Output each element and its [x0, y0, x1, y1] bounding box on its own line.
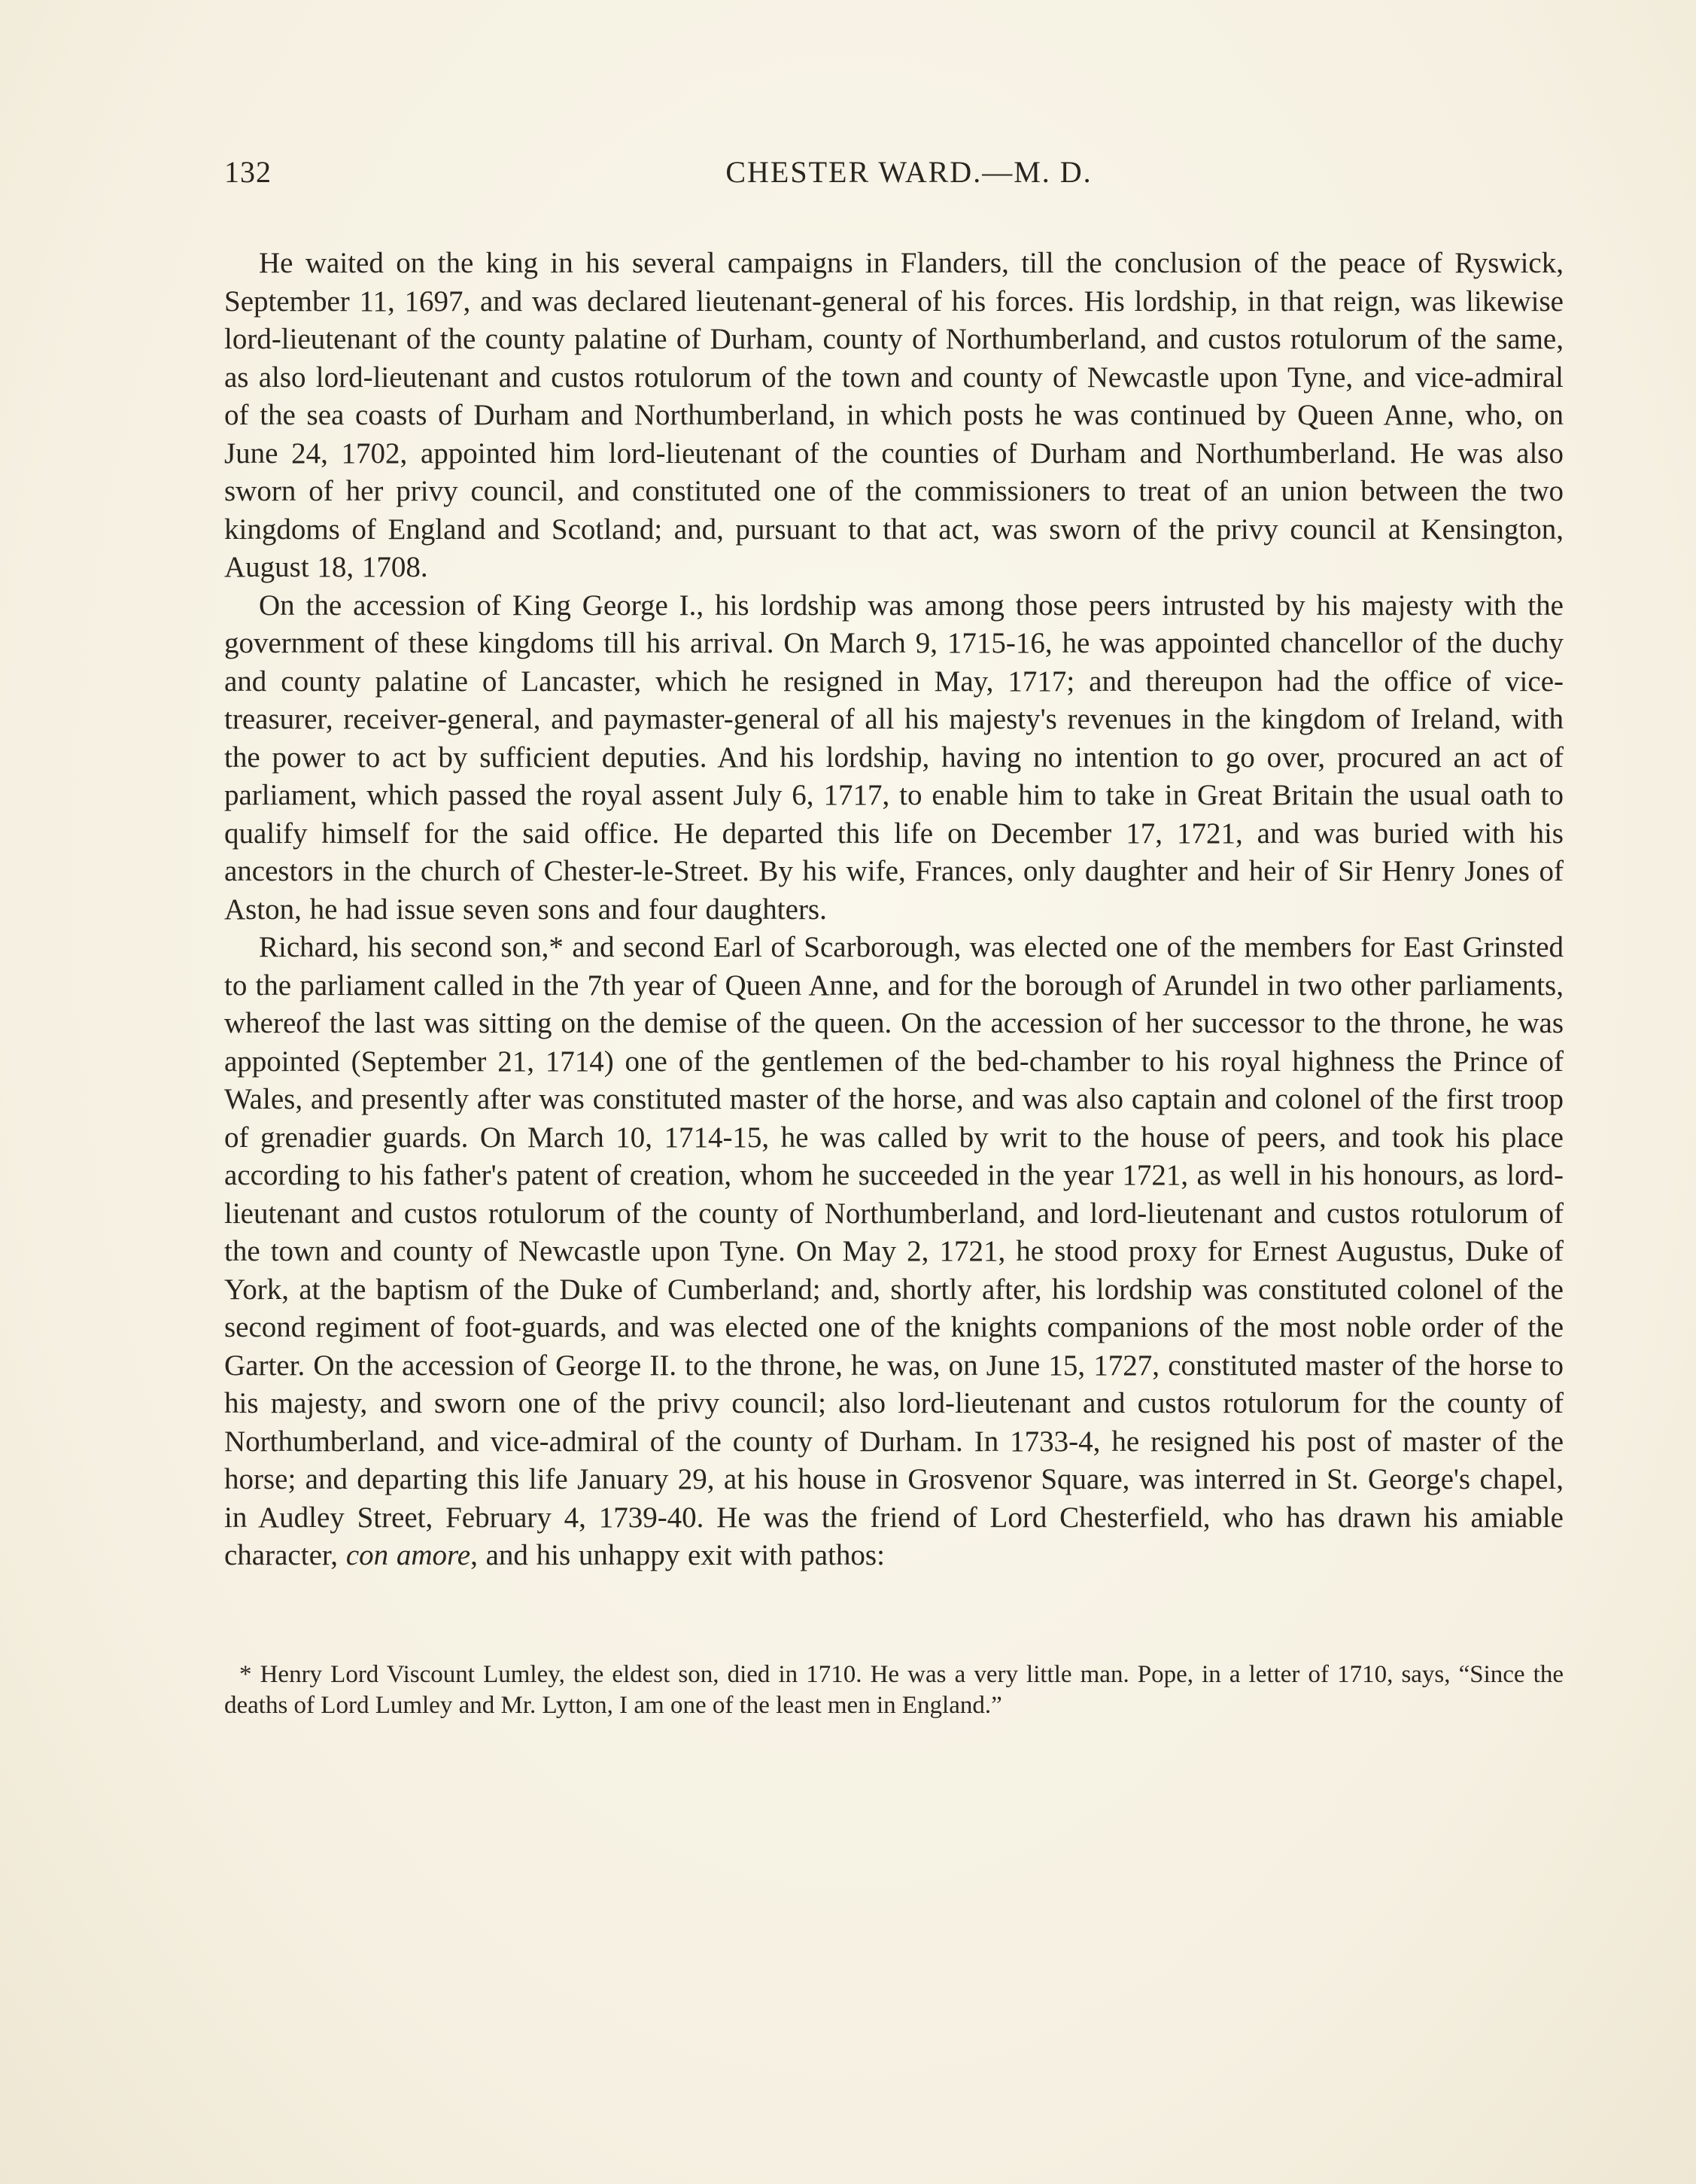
body-text — [224, 245, 1564, 1575]
paragraph-3-ending: , and his unhappy exit with pathos: — [470, 1539, 885, 1571]
book-page — [224, 154, 1564, 1721]
page-number: 132 — [224, 155, 272, 189]
paragraph-3-text: Richard, his second son,* and second Earl of Scarborough, was elected one of the members for East Grinsted to the parliament called in the 7th year of Queen Anne, and for the borough of Arundel in two other parliaments, whereof the last was sitting on the demise of the queen. On the accession of her successor to the throne, he was appointed (September 21, 1714) one of the gentlemen of the bed-chamber to his royal highness the Prince of Wales, and presently after was constituted master of the horse, and was also captain and colonel of the first troop of grenadier guards. On March 10, 1714-15, he was called by writ to the house of peers, and took his place according to his father's patent of creation, whom he succeeded in the year 1721, as well in his honours, as lord-lieutenant and custos rotulorum of the county of Northumberland, and lord-lieutenant and custos rotulorum of the town and county of Newcastle upon Tyne. On May 2, 1721, he stood proxy for Ernest Augustus, Duke of York, at the baptism of the Duke of Cumberland; and, shortly after, his lordship was constituted colonel of the second regiment of foot-guards, and was elected one of the knights companions of the most noble order of the Garter. On the accession of George II. to the throne, he was, on June 15, 1727, constituted master of the horse to his majesty, and sworn one of the privy council; also lord-lieutenant and custos rotulorum for the county of Northumberland, and vice-admiral of the county of Durham. In 1733-4, he resigned his post of master of the horse; and departing this life January 29, at his house in Grosvenor Square, was interred in St. George's chapel, in Audley Street, February 4, 1739-40. He was the friend of Lord Chesterfield, who has drawn his amiable character, — [224, 931, 1564, 1571]
paragraph-1: He waited on the king in his several campaigns in Flanders, till the conclusion of the peace of Ryswick, September 11, 1697, and was declared lieutenant-general of his forces. His lordship, in that reign, was likewise lord-lieutenant of the county palatine of Durham, county of Northumberland, and custos rotulorum of the same, as also lord-lieutenant and custos rotulorum of the town and county of Newcastle upon Tyne, and vice-admiral of the sea coasts of Durham and Northumberland, in which posts he was continued by Queen Anne, who, on June 24, 1702, appointed him lord-lieutenant of the counties of Durham and Northumberland. He was also sworn of her privy council, and constituted one of the commissioners to treat of an union between the two kingdoms of England and Scotland; and, pursuant to that act, was sworn of the privy council at Kensington, August 18, 1708. — [224, 247, 1564, 583]
italic-phrase: con amore — [345, 1539, 471, 1571]
paragraph-3 — [224, 929, 1564, 1575]
paragraph-2: On the accession of King George I., his lordship was among those peers intrusted by his majesty with the government of these kingdoms till his arrival. On March 9, 1715-16, he was appointed chancellor of the duchy and county palatine of Lancaster, which he resigned in May, 1717; and thereupon had the office of vice-treasurer, receiver-general, and paymaster-general of all his majesty's revenues in the kingdom of Ireland, with the power to act by sufficient deputies. And his lordship, having no intention to go over, procured an act of parliament, which passed the royal assent July 6, 1717, to enable him to take in Great Britain the usual oath to qualify himself for the said office. He departed this life on December 17, 1721, and was buried with his ancestors in the church of Chester-le-Street. By his wife, Frances, only daughter and heir of Sir Henry Jones of Aston, he had issue seven sons and four daughters. — [224, 589, 1564, 926]
running-head — [224, 154, 1564, 199]
footnote: * Henry Lord Viscount Lumley, the eldest son, died in 1710. He was a very little man. Pope, in a letter of 1710, says, “Since the deaths of Lord Lumley and Mr. Lytton, I am one of the least men in England.” — [224, 1660, 1564, 1719]
running-title: CHESTER WARD.—M. D. — [725, 155, 1093, 189]
